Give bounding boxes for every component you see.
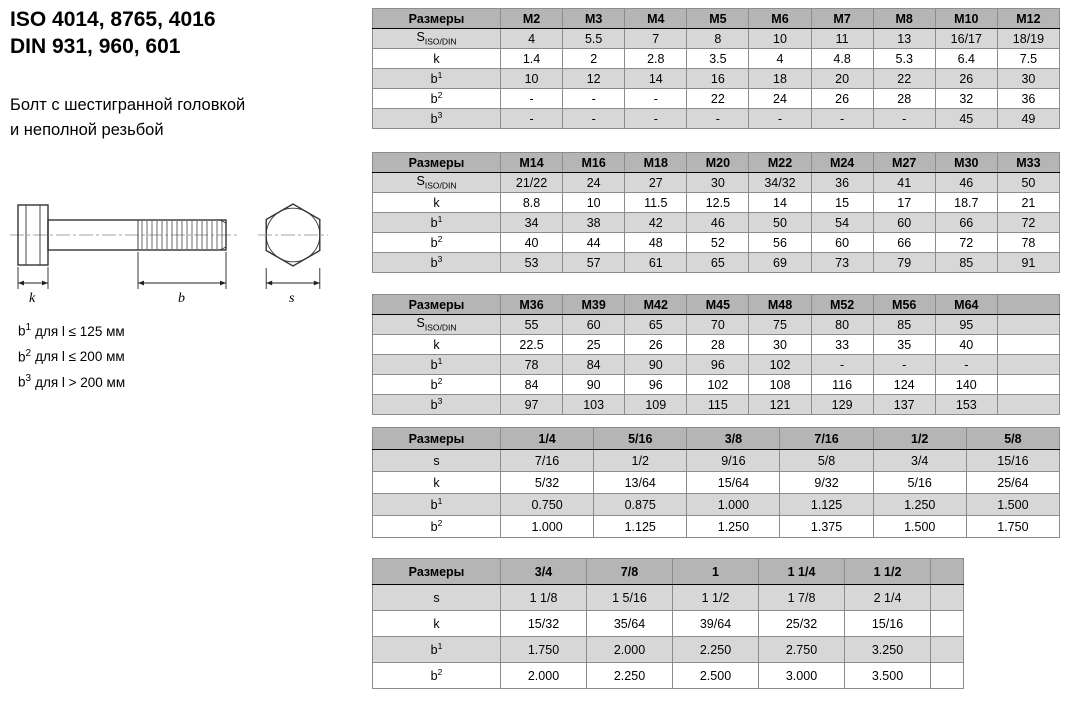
value-cell: 60 (563, 315, 625, 335)
row-label: s (373, 585, 501, 611)
value-cell: 2 1/4 (845, 585, 931, 611)
row-label: k (373, 335, 501, 355)
value-cell: 2.000 (587, 637, 673, 663)
value-cell: 129 (811, 395, 873, 415)
value-cell: 0.750 (501, 494, 594, 516)
column-header-7-8: 7/8 (587, 559, 673, 585)
value-cell: 11.5 (625, 193, 687, 213)
value-cell: 11 (811, 29, 873, 49)
value-cell: 1 7/8 (759, 585, 845, 611)
value-cell: 153 (935, 395, 997, 415)
value-cell: 40 (935, 335, 997, 355)
value-cell: 36 (811, 173, 873, 193)
value-cell: 5.5 (563, 29, 625, 49)
value-cell: 103 (563, 395, 625, 415)
column-header-M48: M48 (749, 295, 811, 315)
value-cell: 56 (749, 233, 811, 253)
value-cell: 4 (749, 49, 811, 69)
value-cell: 15/16 (845, 611, 931, 637)
column-header-M36: M36 (501, 295, 563, 315)
value-cell: 1.000 (687, 494, 780, 516)
value-cell: 7/16 (501, 450, 594, 472)
empty-header-cell (931, 559, 964, 585)
value-cell: - (563, 89, 625, 109)
value-cell: 8.8 (501, 193, 563, 213)
table-corner-header: Размеры (373, 9, 501, 29)
row-label: k (373, 611, 501, 637)
table-corner-header: Размеры (373, 559, 501, 585)
row-label: $b^1$ (373, 355, 501, 375)
row-label: $S_{ISO/DIN}$ (373, 173, 501, 193)
value-cell: 30 (687, 173, 749, 193)
value-cell: 72 (997, 213, 1059, 233)
value-cell: - (873, 109, 935, 129)
value-cell: 5/8 (780, 450, 873, 472)
value-cell: 18/19 (997, 29, 1059, 49)
value-cell: 69 (749, 253, 811, 273)
value-cell: 1 5/16 (587, 585, 673, 611)
value-cell: 8 (687, 29, 749, 49)
table-corner-header: Размеры (373, 295, 501, 315)
value-cell: 28 (873, 89, 935, 109)
product-description (10, 93, 368, 143)
value-cell: 2.8 (625, 49, 687, 69)
value-cell: 3.5 (687, 49, 749, 69)
value-cell: 2.250 (673, 637, 759, 663)
value-cell: 45 (935, 109, 997, 129)
row-label: $b^1$ (373, 69, 501, 89)
value-cell: - (811, 109, 873, 129)
column-header-M5: M5 (687, 9, 749, 29)
value-cell: - (811, 355, 873, 375)
iso-standards-title: ISO 4014, 8765, 4016 (10, 8, 216, 31)
value-cell: 96 (687, 355, 749, 375)
value-cell: 18 (749, 69, 811, 89)
column-header-3-8: 3/8 (687, 428, 780, 450)
value-cell: 22 (687, 89, 749, 109)
row-label: k (373, 472, 501, 494)
value-cell: 5/16 (873, 472, 966, 494)
value-cell: 97 (501, 395, 563, 415)
value-cell: 25 (563, 335, 625, 355)
value-cell: 41 (873, 173, 935, 193)
value-cell: 3.500 (845, 663, 931, 689)
value-cell: 48 (625, 233, 687, 253)
value-cell: 39/64 (673, 611, 759, 637)
value-cell: 140 (935, 375, 997, 395)
column-header-M8: M8 (873, 9, 935, 29)
column-header-5-8: 5/8 (966, 428, 1059, 450)
value-cell: 3/4 (873, 450, 966, 472)
value-cell: 102 (687, 375, 749, 395)
empty-cell (931, 611, 964, 637)
value-cell: 35/64 (587, 611, 673, 637)
column-header-M16: M16 (563, 153, 625, 173)
value-cell: 30 (997, 69, 1059, 89)
value-cell: 84 (501, 375, 563, 395)
value-cell: 5.3 (873, 49, 935, 69)
standards-title (10, 6, 368, 60)
value-cell: 108 (749, 375, 811, 395)
value-cell: 79 (873, 253, 935, 273)
value-cell: 50 (749, 213, 811, 233)
value-cell: - (501, 109, 563, 129)
row-label: $S_{ISO/DIN}$ (373, 29, 501, 49)
value-cell: 70 (687, 315, 749, 335)
value-cell: 1.125 (780, 494, 873, 516)
value-cell: 124 (873, 375, 935, 395)
column-header-M33: M33 (997, 153, 1059, 173)
value-cell: 12 (563, 69, 625, 89)
value-cell: 13/64 (594, 472, 687, 494)
column-header-M2: M2 (501, 9, 563, 29)
value-cell: 17 (873, 193, 935, 213)
value-cell: 1.000 (501, 516, 594, 538)
value-cell: 46 (935, 173, 997, 193)
width-across-flats-dim-label: s (289, 291, 295, 306)
dimensions-table-3 (372, 294, 1060, 415)
value-cell: 60 (811, 233, 873, 253)
value-cell: - (563, 109, 625, 129)
column-header-M39: M39 (563, 295, 625, 315)
column-header-M6: M6 (749, 9, 811, 29)
value-cell: 55 (501, 315, 563, 335)
thread-length-dim-label: b (178, 291, 185, 306)
value-cell: 1.125 (594, 516, 687, 538)
table-corner-header: Размеры (373, 153, 501, 173)
value-cell: 2 (563, 49, 625, 69)
value-cell: 9/16 (687, 450, 780, 472)
value-cell: 15/32 (501, 611, 587, 637)
row-label: $S_{ISO/DIN}$ (373, 315, 501, 335)
empty-cell (931, 637, 964, 663)
value-cell: 85 (935, 253, 997, 273)
value-cell: 95 (935, 315, 997, 335)
value-cell: 42 (625, 213, 687, 233)
column-header-M3: M3 (563, 9, 625, 29)
value-cell: 57 (563, 253, 625, 273)
value-cell: 32 (935, 89, 997, 109)
value-cell: 33 (811, 335, 873, 355)
value-cell: 1.250 (687, 516, 780, 538)
value-cell: 115 (687, 395, 749, 415)
empty-cell (997, 395, 1059, 415)
value-cell: 6.4 (935, 49, 997, 69)
value-cell: 80 (811, 315, 873, 335)
column-header-M64: M64 (935, 295, 997, 315)
value-cell: 1.4 (501, 49, 563, 69)
value-cell: 2.250 (587, 663, 673, 689)
column-header-M56: M56 (873, 295, 935, 315)
empty-cell (997, 335, 1059, 355)
column-header-M10: M10 (935, 9, 997, 29)
value-cell: - (501, 89, 563, 109)
column-header-M52: M52 (811, 295, 873, 315)
footnotes (10, 317, 368, 394)
value-cell: 78 (997, 233, 1059, 253)
value-cell: 1.500 (873, 516, 966, 538)
product-description-line2: и неполной резьбой (10, 121, 164, 139)
value-cell: 65 (625, 315, 687, 335)
dimensions-table-4 (372, 427, 1060, 538)
column-header-M7: M7 (811, 9, 873, 29)
value-cell: 75 (749, 315, 811, 335)
value-cell: 137 (873, 395, 935, 415)
empty-cell (997, 315, 1059, 335)
value-cell: - (625, 109, 687, 129)
column-header-M4: M4 (625, 9, 687, 29)
value-cell: 72 (935, 233, 997, 253)
value-cell: 54 (811, 213, 873, 233)
footnote-b3: $b^3$ для l > 200 мм (18, 373, 126, 390)
value-cell: 66 (935, 213, 997, 233)
column-header-M27: M27 (873, 153, 935, 173)
value-cell: - (749, 109, 811, 129)
value-cell: 96 (625, 375, 687, 395)
value-cell: 36 (997, 89, 1059, 109)
value-cell: 60 (873, 213, 935, 233)
product-description-line1: Болт с шестигранной головкой (10, 96, 246, 114)
value-cell: 26 (935, 69, 997, 89)
column-header-5-16: 5/16 (594, 428, 687, 450)
value-cell: 1.750 (966, 516, 1059, 538)
value-cell: 65 (687, 253, 749, 273)
row-label: k (373, 193, 501, 213)
value-cell: 34 (501, 213, 563, 233)
column-header-1-1-4: 1 1/4 (759, 559, 845, 585)
value-cell: 15/16 (966, 450, 1059, 472)
value-cell: 10 (501, 69, 563, 89)
value-cell: 1 1/2 (673, 585, 759, 611)
value-cell: 1.250 (873, 494, 966, 516)
value-cell: - (625, 89, 687, 109)
column-header-M45: M45 (687, 295, 749, 315)
column-header-1: 1 (673, 559, 759, 585)
value-cell: 14 (749, 193, 811, 213)
value-cell: 2.750 (759, 637, 845, 663)
value-cell: 84 (563, 355, 625, 375)
row-label: $b^1$ (373, 494, 501, 516)
value-cell: 18.7 (935, 193, 997, 213)
dimensions-table-2 (372, 152, 1060, 273)
column-header-1-2: 1/2 (873, 428, 966, 450)
value-cell: 2.000 (501, 663, 587, 689)
dimensions-table-5 (372, 558, 964, 689)
value-cell: - (687, 109, 749, 129)
value-cell: 30 (749, 335, 811, 355)
value-cell: 0.875 (594, 494, 687, 516)
value-cell: 34/32 (749, 173, 811, 193)
value-cell: 28 (687, 335, 749, 355)
value-cell: 21 (997, 193, 1059, 213)
value-cell: 16/17 (935, 29, 997, 49)
value-cell: 46 (687, 213, 749, 233)
row-label: $b^2$ (373, 89, 501, 109)
value-cell: 13 (873, 29, 935, 49)
value-cell: 3.000 (759, 663, 845, 689)
value-cell: 50 (997, 173, 1059, 193)
value-cell: 102 (749, 355, 811, 375)
value-cell: - (873, 355, 935, 375)
row-label: $b^1$ (373, 637, 501, 663)
row-label: s (373, 450, 501, 472)
dimensions-table-1 (372, 8, 1060, 129)
value-cell: 12.5 (687, 193, 749, 213)
value-cell: 10 (563, 193, 625, 213)
value-cell: 22 (873, 69, 935, 89)
column-header-7-16: 7/16 (780, 428, 873, 450)
value-cell: 4.8 (811, 49, 873, 69)
table-corner-header: Размеры (373, 428, 501, 450)
value-cell: 85 (873, 315, 935, 335)
column-header-M12: M12 (997, 9, 1059, 29)
column-header-3-4: 3/4 (501, 559, 587, 585)
column-header-M20: M20 (687, 153, 749, 173)
value-cell: 49 (997, 109, 1059, 129)
value-cell: 3.250 (845, 637, 931, 663)
column-header-M24: M24 (811, 153, 873, 173)
value-cell: 27 (625, 173, 687, 193)
value-cell: 90 (625, 355, 687, 375)
value-cell: 9/32 (780, 472, 873, 494)
value-cell: 1/2 (594, 450, 687, 472)
row-label: $b^1$ (373, 213, 501, 233)
row-label: $b^2$ (373, 375, 501, 395)
empty-header-cell (997, 295, 1059, 315)
column-header-1-4: 1/4 (501, 428, 594, 450)
empty-cell (931, 585, 964, 611)
value-cell: 109 (625, 395, 687, 415)
value-cell: 21/22 (501, 173, 563, 193)
value-cell: 26 (625, 335, 687, 355)
value-cell: 53 (501, 253, 563, 273)
value-cell: 7 (625, 29, 687, 49)
row-label: k (373, 49, 501, 69)
row-label: $b^2$ (373, 663, 501, 689)
value-cell: 24 (749, 89, 811, 109)
value-cell: 26 (811, 89, 873, 109)
value-cell: 116 (811, 375, 873, 395)
value-cell: 22.5 (501, 335, 563, 355)
value-cell: 1.375 (780, 516, 873, 538)
row-label: $b^3$ (373, 109, 501, 129)
value-cell: 1.500 (966, 494, 1059, 516)
column-header-M42: M42 (625, 295, 687, 315)
value-cell: 15 (811, 193, 873, 213)
row-label: $b^3$ (373, 395, 501, 415)
value-cell: 61 (625, 253, 687, 273)
value-cell: 66 (873, 233, 935, 253)
value-cell: 2.500 (673, 663, 759, 689)
value-cell: 78 (501, 355, 563, 375)
empty-cell (997, 375, 1059, 395)
value-cell: 38 (563, 213, 625, 233)
footnote-b2: $b^2$ для l ≤ 200 мм (18, 347, 125, 364)
value-cell: 52 (687, 233, 749, 253)
left-panel (10, 6, 368, 394)
value-cell: - (935, 355, 997, 375)
column-header-1-1-2: 1 1/2 (845, 559, 931, 585)
value-cell: 121 (749, 395, 811, 415)
value-cell: 16 (687, 69, 749, 89)
value-cell: 40 (501, 233, 563, 253)
column-header-M18: M18 (625, 153, 687, 173)
din-standards-title: DIN 931, 960, 601 (10, 35, 181, 58)
value-cell: 1 1/8 (501, 585, 587, 611)
row-label: $b^3$ (373, 253, 501, 273)
column-header-M30: M30 (935, 153, 997, 173)
head-height-dim-label: k (29, 291, 36, 306)
value-cell: 7.5 (997, 49, 1059, 69)
empty-cell (931, 663, 964, 689)
bolt-technical-drawing (10, 185, 362, 313)
value-cell: 44 (563, 233, 625, 253)
tables-area (372, 8, 1062, 689)
footnote-b1: $b^1$ для l ≤ 125 мм (18, 322, 125, 339)
value-cell: 10 (749, 29, 811, 49)
column-header-M22: M22 (749, 153, 811, 173)
value-cell: 35 (873, 335, 935, 355)
value-cell: 14 (625, 69, 687, 89)
row-label: $b^2$ (373, 516, 501, 538)
value-cell: 4 (501, 29, 563, 49)
value-cell: 73 (811, 253, 873, 273)
value-cell: 5/32 (501, 472, 594, 494)
empty-cell (997, 355, 1059, 375)
value-cell: 1.750 (501, 637, 587, 663)
value-cell: 91 (997, 253, 1059, 273)
column-header-M14: M14 (501, 153, 563, 173)
value-cell: 20 (811, 69, 873, 89)
value-cell: 15/64 (687, 472, 780, 494)
value-cell: 24 (563, 173, 625, 193)
value-cell: 25/64 (966, 472, 1059, 494)
value-cell: 25/32 (759, 611, 845, 637)
value-cell: 90 (563, 375, 625, 395)
row-label: $b^2$ (373, 233, 501, 253)
